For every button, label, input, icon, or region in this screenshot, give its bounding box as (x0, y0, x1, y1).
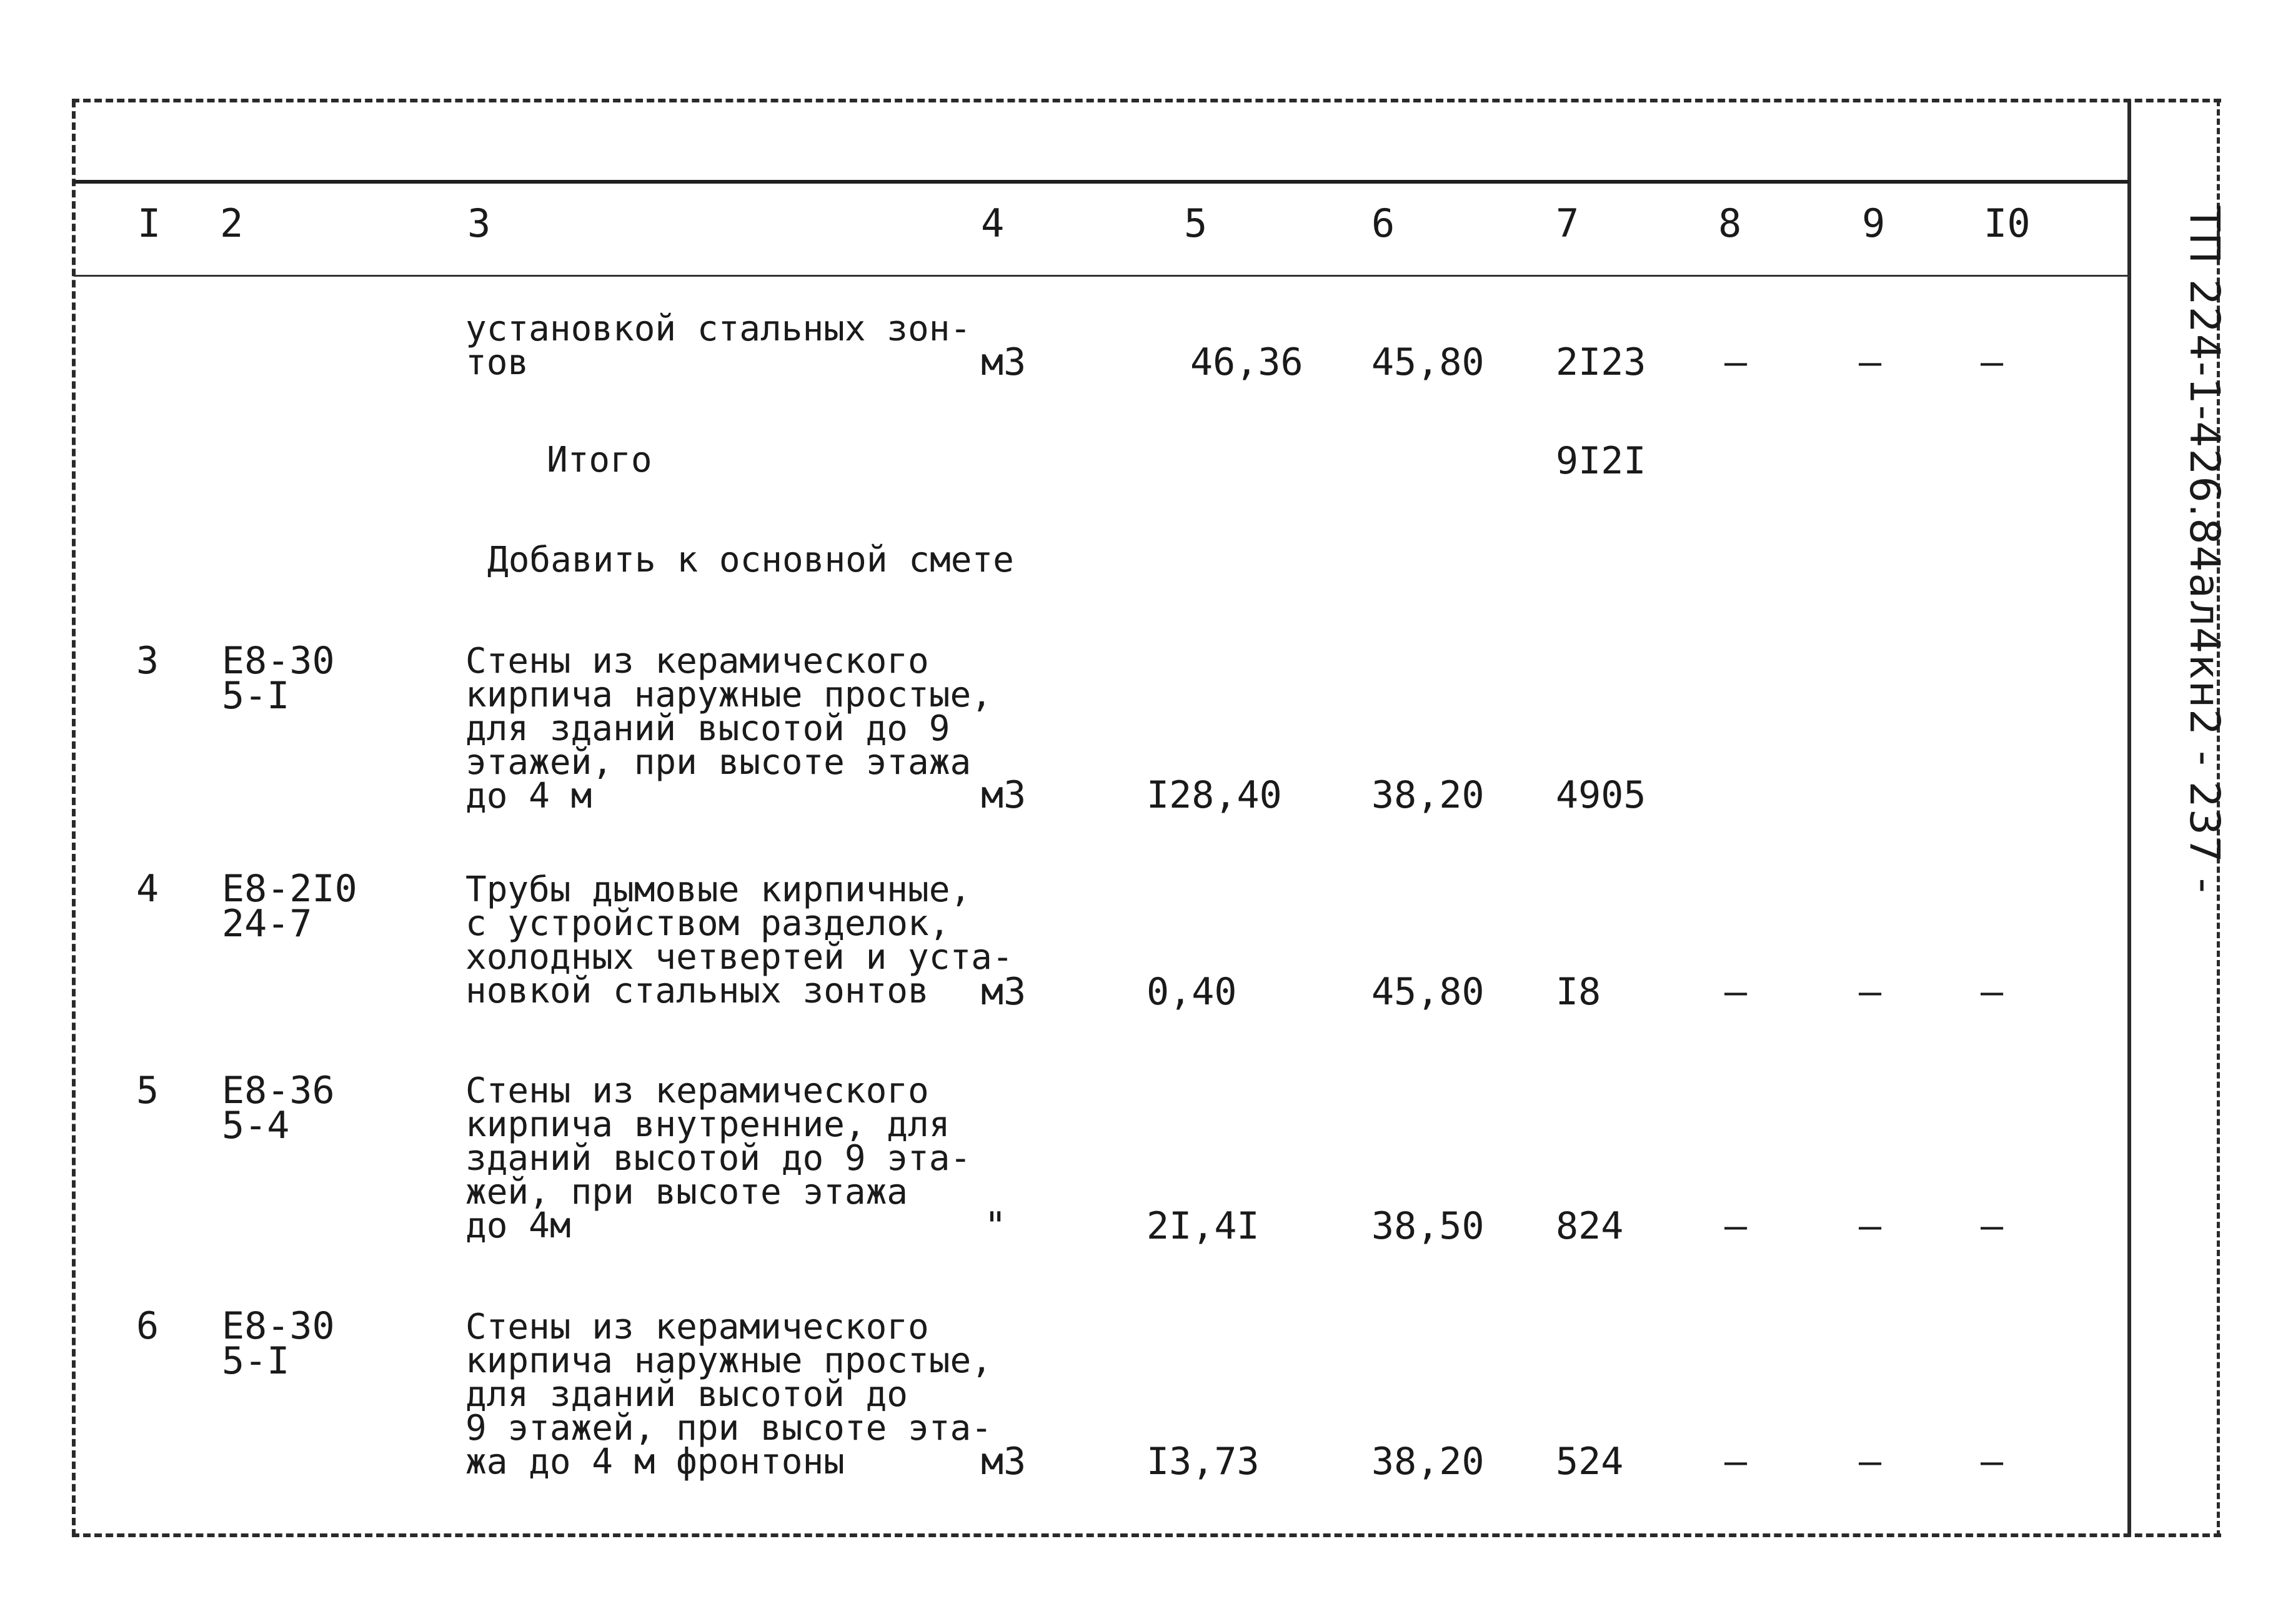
row-4-col9: – (1859, 970, 1882, 1014)
row-6-unit: м3 (981, 1440, 1027, 1483)
row-5-col8: – (1724, 1204, 1748, 1248)
row-5-total: 824 (1556, 1204, 1624, 1248)
section-heading: Добавить к основной смете (487, 540, 1014, 580)
row-0-col8: – (1724, 340, 1748, 384)
header-bottom-rule (74, 275, 2129, 277)
row-6-col9: – (1859, 1440, 1882, 1483)
row-6-number: 6 (136, 1304, 159, 1348)
row-0-col9: – (1859, 340, 1882, 384)
row-4-code: Е8-2I0 24-7 (222, 867, 357, 946)
row-5-description: Стены из керамического кирпича внутренние, для зданий высотой до 9 эта- жей, при высоте этажа до 4м (465, 1071, 972, 1246)
row-6-description: Стены из керамического кирпича наружные простые, для зданий высотой до 9 этажей, при высоте эта- жа до 4 м фронтоны (465, 1307, 992, 1482)
column-header-7: 7 (1556, 201, 1579, 246)
row-3-code: Е8-30 5-I (222, 639, 335, 718)
row-3-price: 38,20 (1371, 773, 1485, 817)
row-0-col10: – (1981, 340, 2004, 384)
row-6-quantity: I3,73 (1146, 1440, 1260, 1483)
row-4-unit: м3 (981, 970, 1027, 1014)
row-5-quantity: 2I,4I (1146, 1204, 1260, 1248)
row-3-quantity: I28,40 (1146, 773, 1282, 817)
column-header-8: 8 (1718, 201, 1742, 246)
row-6-total: 524 (1556, 1440, 1624, 1483)
row-0-unit: м3 (981, 340, 1027, 384)
column-header-2: 2 (220, 201, 244, 246)
row-5-unit: " (984, 1204, 1007, 1248)
row-6-price: 38,20 (1371, 1440, 1485, 1483)
document-stamp (2137, 206, 2229, 956)
row-4-description: Трубы дымовые кирпичные, с устройством разделок, холодных четвертей и уста- новкой стальных зонтов (465, 869, 1013, 1011)
row-5-number: 5 (136, 1069, 159, 1112)
row-0-price: 45,80 (1371, 340, 1485, 384)
column-header-3: 3 (467, 201, 491, 246)
row-4-col10: – (1981, 970, 2004, 1014)
column-header-10: I0 (1984, 201, 2031, 246)
header-top-rule (74, 180, 2129, 184)
frame-top-border (72, 99, 2221, 102)
column-header-6: 6 (1371, 201, 1395, 246)
frame-left-border (72, 100, 76, 1537)
row-5-code: Е8-36 5-4 (222, 1069, 335, 1147)
frame-bottom-border (72, 1533, 2221, 1537)
row-3-description: Стены из керамического кирпича наружные простые, для зданий высотой до 9 этажей, при высоте этажа до 4 м (465, 641, 992, 816)
row-5-col10: – (1981, 1204, 2004, 1248)
row-4-total: I8 (1556, 970, 1601, 1014)
stamp-text: ТП 224-1-426.84ал4кн2 - 237 - (2181, 206, 2229, 894)
row-4-col8: – (1724, 970, 1748, 1014)
row-4-quantity: 0,40 (1146, 970, 1237, 1014)
subtotal-value: 9I2I (1556, 439, 1646, 483)
row-0-quantity: 46,36 (1190, 340, 1303, 384)
row-3-number: 3 (136, 639, 159, 683)
row-5-col9: – (1859, 1204, 1882, 1248)
row-4-number: 4 (136, 867, 159, 911)
row-6-col8: – (1724, 1440, 1748, 1483)
column-header-4: 4 (981, 201, 1005, 246)
row-4-price: 45,80 (1371, 970, 1485, 1014)
row-6-code: Е8-30 5-I (222, 1304, 335, 1383)
row-3-total: 4905 (1556, 773, 1646, 817)
row-0-total: 2I23 (1556, 340, 1646, 384)
column-header-9: 9 (1862, 201, 1886, 246)
column-header-5: 5 (1184, 201, 1208, 246)
row-6-col10: – (1981, 1440, 2004, 1483)
row-0-description: установкой стальных зон- тов (465, 309, 972, 383)
column-header-1: I (137, 201, 161, 246)
stamp-divider (2127, 100, 2131, 1537)
subtotal-label: Итого (547, 440, 652, 480)
row-5-price: 38,50 (1371, 1204, 1485, 1248)
row-3-unit: м3 (981, 773, 1027, 817)
